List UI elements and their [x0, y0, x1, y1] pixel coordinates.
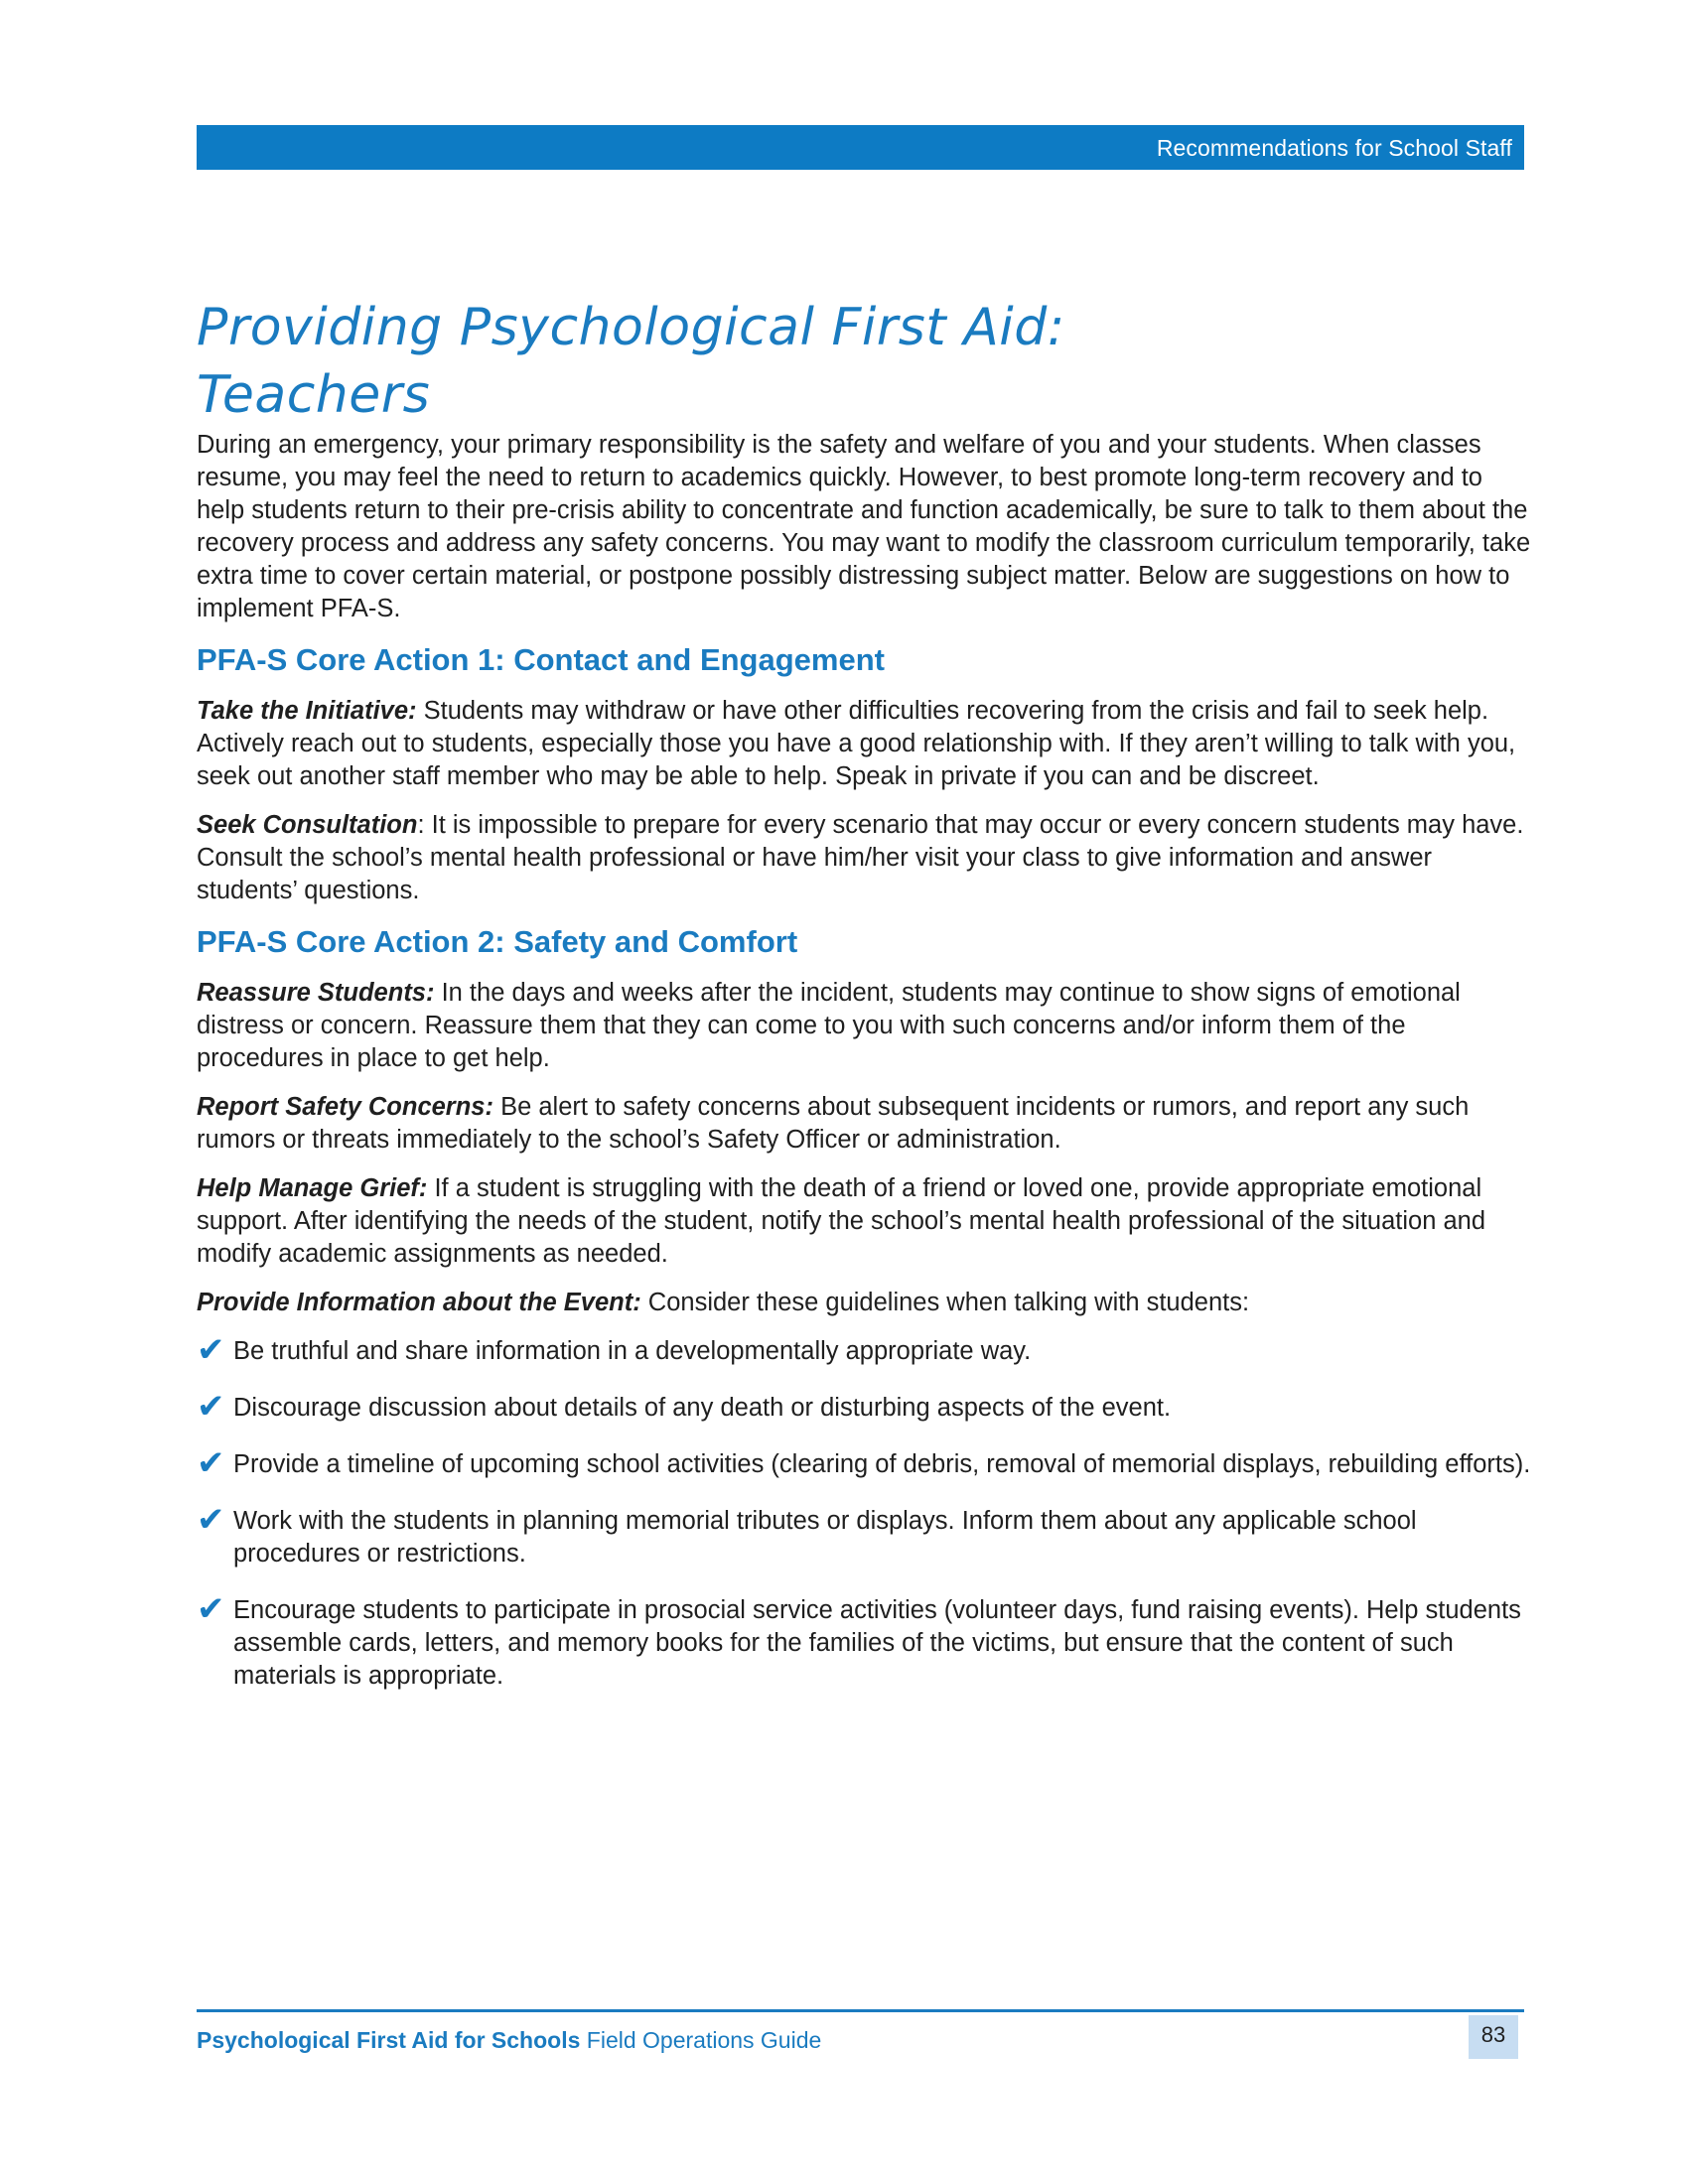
paragraph-seek-consultation — [197, 809, 1532, 907]
checkmark-icon: ✔ — [197, 1331, 225, 1369]
text-manage-grief: If a student is struggling with the death of a friend or loved one, provide appropriate emotional support. After identifying the needs of the student, notify the school’s mental health professional of the situation and modify academic assignments as needed. — [197, 1174, 1486, 1268]
lead-reassure-students: Reassure Students: — [197, 979, 435, 1007]
checkmark-icon: ✔ — [197, 1444, 225, 1482]
checkmark-icon: ✔ — [197, 1388, 225, 1426]
checklist-item — [197, 1444, 1532, 1482]
checklist-text: Discourage discussion about details of any death or disturbing aspects of the event. — [233, 1394, 1172, 1422]
header-bar — [197, 125, 1524, 170]
paragraph-report-safety — [197, 1091, 1532, 1157]
lead-take-initiative: Take the Initiative: — [197, 697, 417, 725]
checklist-text: Provide a timeline of upcoming school activities (clearing of debris, removal of memorial displays, rebuilding efforts). — [233, 1450, 1531, 1478]
paragraph-provide-info — [197, 1287, 1532, 1319]
checklist-text: Work with the students in planning memorial tributes or displays. Inform them about any applicable school procedures or restrictions. — [233, 1507, 1417, 1568]
paragraph-manage-grief — [197, 1172, 1532, 1271]
text-take-initiative: Students may withdraw or have other difficulties recovering from the crisis and fail to seek help. Actively reach out to students, especially those you have a good relationship with. If they aren’t willing to talk with you, seek out another staff member who may be able to help. Speak in private if you can and be discreet. — [197, 697, 1516, 790]
lead-manage-grief: Help Manage Grief: — [197, 1174, 428, 1202]
page-title — [197, 294, 1487, 429]
text-provide-info: Consider these guidelines when talking with students: — [640, 1289, 1250, 1316]
title-line-2: Teachers — [197, 365, 431, 425]
checklist-text: Encourage students to participate in prosocial service activities (volunteer days, fund raising events). Help students assemble cards, letters, and memory books for the families of the victims, but ensure that the content of such materials is appropriate. — [233, 1596, 1521, 1690]
lead-report-safety: Report Safety Concerns: — [197, 1093, 493, 1121]
checklist-text: Be truthful and share information in a developmentally appropriate way. — [233, 1337, 1032, 1365]
checklist-item — [197, 1590, 1532, 1693]
lead-provide-info: Provide Information about the Event: — [197, 1289, 641, 1316]
checkmark-icon: ✔ — [197, 1590, 225, 1628]
text-reassure-students: In the days and weeks after the incident, students may continue to show signs of emotional distress or concern. Reassure them that they can come to you with such concerns and/or inform them of the procedures in place to get help. — [197, 979, 1461, 1072]
footer-title — [197, 2027, 821, 2054]
section-heading-contact: PFA-S Core Action 1: Contact and Engagement — [197, 642, 885, 677]
guidelines-checklist — [197, 1331, 1532, 1693]
main-content — [197, 429, 1532, 1716]
title-line-1: Providing Psychological First Aid: — [197, 298, 1065, 357]
text-report-safety: Be alert to safety concerns about subsequent incidents or rumors, and report any such rumors or threats immediately to the school’s Safety Officer or administration. — [197, 1093, 1470, 1154]
paragraph-reassure-students — [197, 977, 1532, 1075]
section-heading-safety: PFA-S Core Action 2: Safety and Comfort — [197, 924, 798, 959]
page-number: 83 — [1469, 2015, 1518, 2059]
footer-title-rest: Field Operations Guide — [580, 2027, 822, 2053]
intro-paragraph: During an emergency, your primary responsibility is the safety and welfare of you and your students. When classes resume, you may feel the need to return to academics quickly. However, to best promote long-term recovery and to help students return to their pre-crisis ability to concentrate and function academically, be sure to talk to them about the recovery process and address any safety concerns. You may want to modify the classroom curriculum temporarily, take extra time to cover certain material, or postpone possibly distressing subject matter. Below are suggestions on how to implement PFA-S. — [197, 431, 1531, 622]
checklist-item — [197, 1331, 1532, 1369]
footer-divider — [197, 2009, 1524, 2012]
checkmark-icon: ✔ — [197, 1501, 225, 1539]
paragraph-take-initiative — [197, 695, 1532, 793]
lead-seek-consultation: Seek Consultation — [197, 811, 418, 839]
section-header: Recommendations for School Staff — [1156, 135, 1512, 161]
footer-title-bold: Psychological First Aid for Schools — [197, 2027, 581, 2053]
checklist-item — [197, 1388, 1532, 1426]
text-seek-consultation: : It is impossible to prepare for every scenario that may occur or every concern students may have. Consult the school’s mental health professional or have him/her visit your class to give information and answer students’ questions. — [197, 811, 1524, 904]
checklist-item — [197, 1501, 1532, 1570]
